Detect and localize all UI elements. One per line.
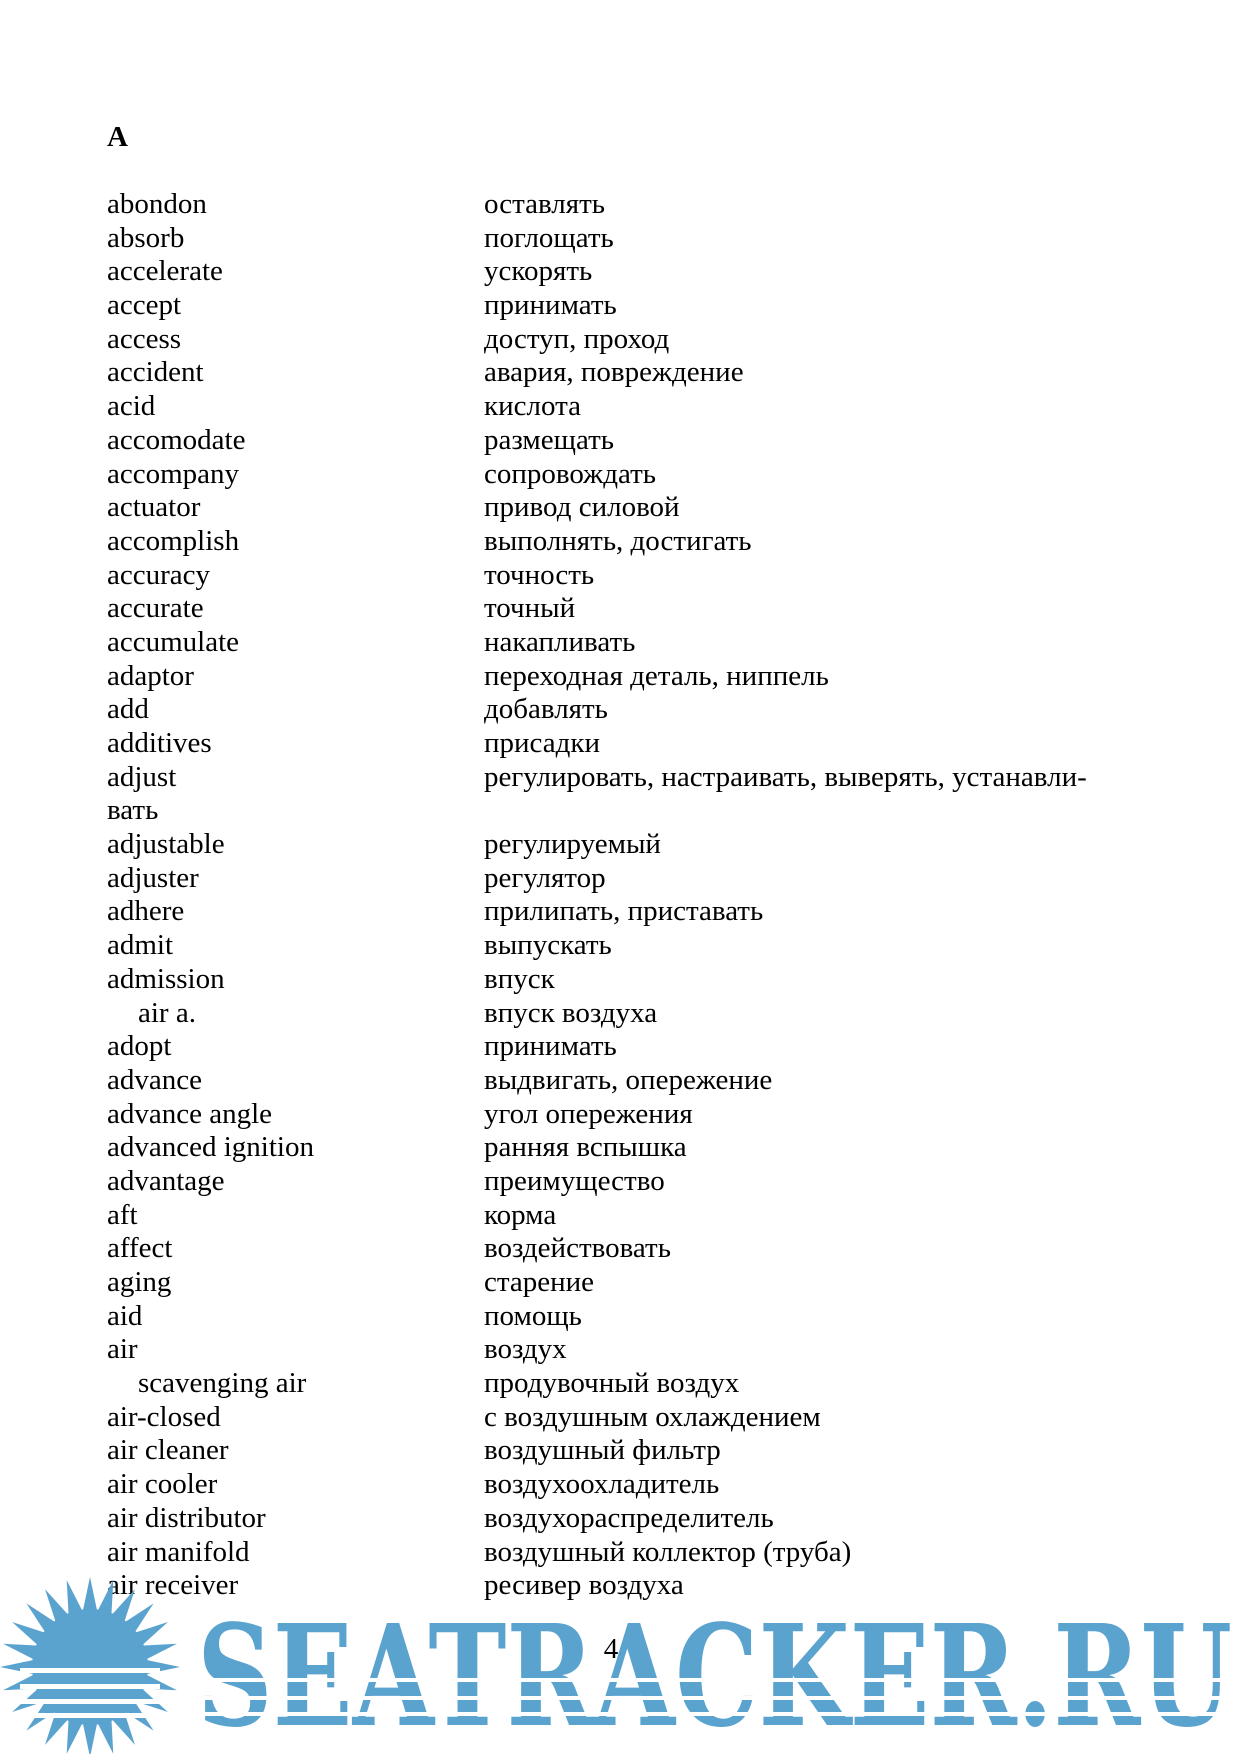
translation: преимущество: [484, 1164, 665, 1197]
dictionary-row: [107, 525, 1207, 559]
dictionary-row: [107, 1401, 1207, 1435]
translation: корма: [484, 1198, 557, 1231]
translation: сопровождать: [484, 457, 656, 490]
dictionary-row: [107, 862, 1207, 896]
translation: регулятор: [484, 861, 606, 894]
headword: adjust: [107, 760, 177, 793]
dictionary-row: [107, 1165, 1207, 1199]
headword: air receiver: [107, 1569, 239, 1602]
dictionary-row: [107, 356, 1207, 390]
dictionary-list: [107, 188, 1207, 1603]
headword: air cleaner: [107, 1434, 229, 1467]
translation: воздействовать: [484, 1232, 671, 1265]
headword: accomodate: [107, 423, 246, 456]
dictionary-row: [107, 929, 1207, 963]
dictionary-row: [107, 1536, 1207, 1570]
headword: accumulate: [107, 625, 240, 658]
dictionary-row: [107, 626, 1207, 660]
translation: кислота: [484, 390, 581, 423]
headword: admit: [107, 929, 174, 962]
translation: регулируемый: [484, 828, 661, 861]
dictionary-row: [107, 222, 1207, 256]
headword: adopt: [107, 1030, 172, 1063]
continuation-text: вать: [107, 794, 159, 827]
dictionary-row: [107, 660, 1207, 694]
dictionary-row: [107, 1064, 1207, 1098]
dictionary-row: [107, 458, 1207, 492]
dictionary-row: [107, 1468, 1207, 1502]
dictionary-row: [107, 1300, 1207, 1334]
headword: accuracy: [107, 558, 211, 591]
dictionary-row: [107, 390, 1207, 424]
dictionary-row: [107, 1030, 1207, 1064]
watermark-text: SEATRACKER.RU: [197, 1595, 1232, 1754]
dictionary-row: [107, 559, 1207, 593]
headword: air manifold: [107, 1535, 250, 1568]
headword: accurate: [107, 592, 204, 625]
translation: ранняя вспышка: [484, 1131, 687, 1164]
translation: авария, повреждение: [484, 356, 744, 389]
dictionary-row: [107, 592, 1207, 626]
headword: adhere: [107, 895, 185, 928]
headword: admission: [107, 962, 225, 995]
dictionary-row: [107, 1333, 1207, 1367]
headword: advantage: [107, 1164, 225, 1197]
headword: scavenging air: [138, 1367, 307, 1400]
translation: принимать: [484, 289, 617, 322]
dictionary-row: [107, 1232, 1207, 1266]
translation: выпускать: [484, 929, 612, 962]
translation: ускорять: [484, 255, 593, 288]
headword: advance angle: [107, 1097, 273, 1130]
headword: air: [107, 1333, 138, 1366]
dictionary-row: [107, 1098, 1207, 1132]
headword: acid: [107, 390, 156, 423]
translation: добавлять: [484, 693, 608, 726]
dictionary-row: [107, 255, 1207, 289]
translation: воздухоохладитель: [484, 1468, 720, 1501]
translation: накапливать: [484, 625, 636, 658]
translation: впуск: [484, 962, 555, 995]
section-letter: A: [107, 121, 128, 153]
translation: привод силовой: [484, 491, 680, 524]
dictionary-row: [107, 1131, 1207, 1165]
translation: с воздушным охлаждением: [484, 1400, 821, 1433]
headword: adjuster: [107, 861, 199, 894]
dictionary-row: [107, 424, 1207, 458]
translation: переходная деталь, ниппель: [484, 659, 829, 692]
headword: actuator: [107, 491, 201, 524]
dictionary-row: [107, 727, 1207, 761]
translation: точный: [484, 592, 576, 625]
translation: помощь: [484, 1299, 582, 1332]
dictionary-row: [107, 828, 1207, 862]
dictionary-row: [107, 289, 1207, 323]
dictionary-row: [107, 1502, 1207, 1536]
headword: accomplish: [107, 524, 240, 557]
headword: access: [107, 322, 182, 355]
headword: adaptor: [107, 659, 194, 692]
translation: прилипать, приставать: [484, 895, 764, 928]
dictionary-row: [107, 895, 1207, 929]
dictionary-row: [107, 1367, 1207, 1401]
dictionary-row: [107, 1434, 1207, 1468]
page-number: 4: [603, 1633, 619, 1665]
translation: присадки: [484, 727, 600, 759]
dictionary-row: [107, 963, 1207, 997]
dictionary-row: [107, 1266, 1207, 1300]
headword: aft: [107, 1198, 138, 1231]
headword: add: [107, 693, 149, 726]
headword: air-closed: [107, 1400, 221, 1433]
headword: aid: [107, 1299, 143, 1332]
translation: угол опережения: [484, 1097, 693, 1130]
headword: affect: [107, 1232, 173, 1265]
translation: доступ, проход: [484, 322, 670, 355]
headword: air distributor: [107, 1501, 266, 1534]
dictionary-row: [107, 761, 1207, 795]
dictionary-row: [107, 188, 1207, 222]
dictionary-row: [107, 491, 1207, 525]
sun-icon: [0, 1577, 180, 1754]
headword: advanced ignition: [107, 1131, 314, 1164]
headword: air cooler: [107, 1468, 218, 1501]
translation: старение: [484, 1266, 595, 1298]
translation: впуск воздуха: [484, 996, 658, 1029]
watermark-logo: [0, 1570, 1240, 1754]
translation: регулировать, настраивать, выверять, устанавли-: [484, 760, 1087, 793]
translation: воздух: [484, 1333, 567, 1366]
translation: принимать: [484, 1030, 617, 1063]
headword: accompany: [107, 457, 240, 490]
translation: оставлять: [484, 188, 606, 220]
headword: accident: [107, 356, 204, 389]
headword: aging: [107, 1266, 172, 1298]
translation: продувочный воздух: [484, 1367, 740, 1400]
headword: abondon: [107, 188, 207, 220]
headword: advance: [107, 1063, 202, 1096]
translation: поглощать: [484, 221, 614, 254]
headword: adjustable: [107, 828, 225, 861]
translation: точность: [484, 558, 595, 591]
translation: выполнять, достигать: [484, 524, 752, 557]
translation: выдвигать, опережение: [484, 1063, 773, 1096]
translation: воздушный фильтр: [484, 1434, 721, 1467]
headword: air a.: [138, 996, 196, 1029]
dictionary-row: [107, 997, 1207, 1031]
translation: воздухораспределитель: [484, 1501, 774, 1534]
dictionary-row: [107, 693, 1207, 727]
translation: ресивер воздуха: [484, 1569, 684, 1602]
dictionary-row: [107, 323, 1207, 357]
dictionary-row: [107, 1199, 1207, 1233]
translation: воздушный коллектор (труба): [484, 1535, 852, 1568]
headword: absorb: [107, 221, 185, 254]
headword: accelerate: [107, 255, 223, 288]
translation: размещать: [484, 423, 614, 456]
headword: additives: [107, 727, 212, 759]
continuation-line: [107, 794, 1207, 828]
headword: accept: [107, 289, 182, 322]
